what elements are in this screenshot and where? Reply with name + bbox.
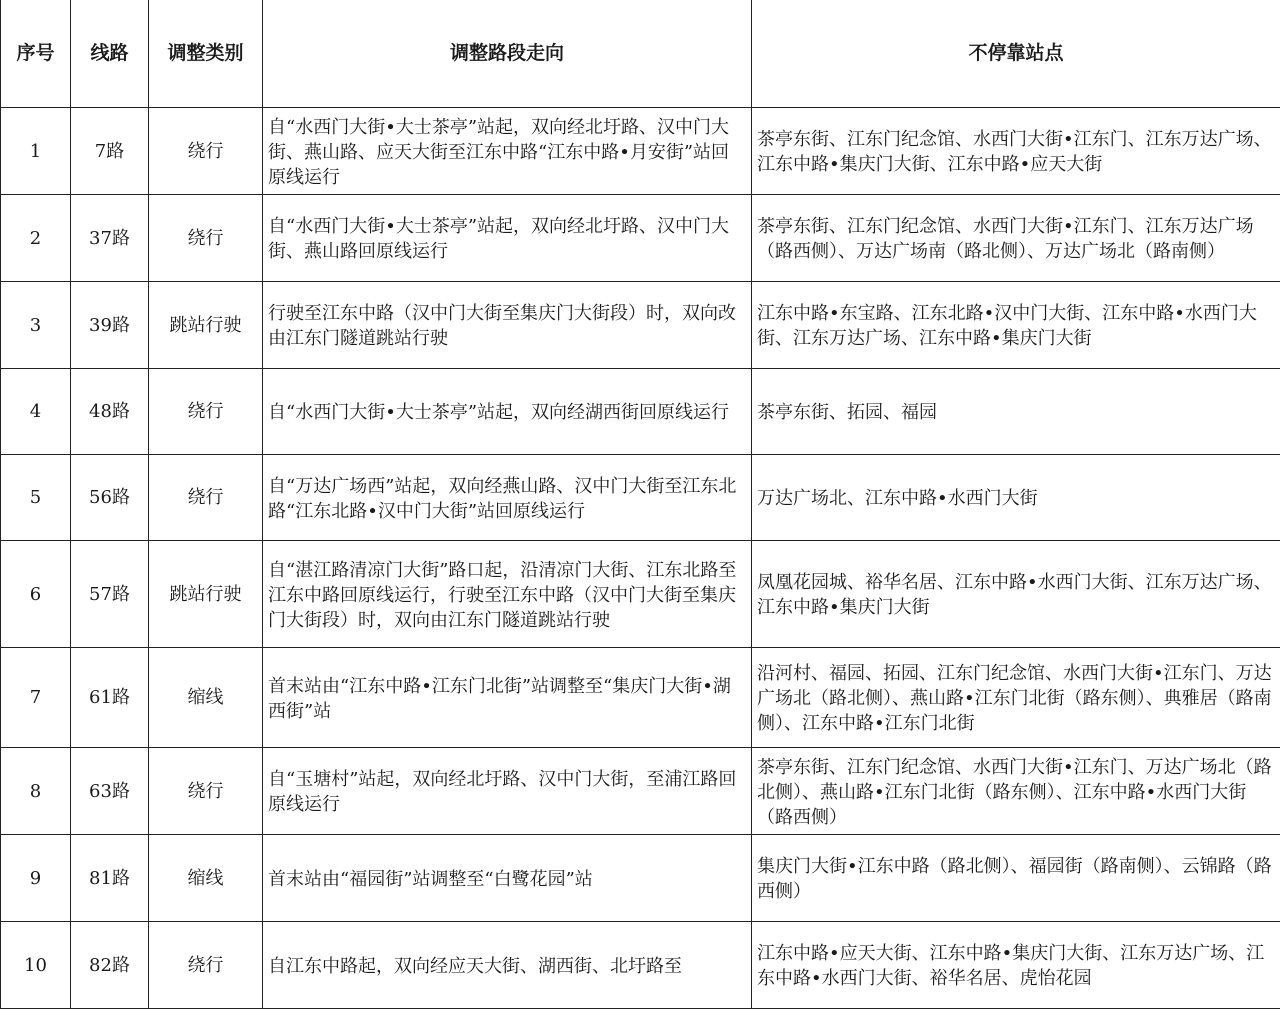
cell-line: 56路 [71,455,149,541]
cell-stops: 江东中路•应天大街、江东中路•集庆门大街、江东万达广场、江东中路•水西门大街、裕华名居、虎怡花园 [752,922,1280,1009]
header-type: 调整类别 [149,0,263,108]
cell-type: 缩线 [149,835,263,922]
cell-line: 82路 [71,922,149,1009]
cell-route: 自“水西门大街•大士茶亭”站起，双向经北圩路、汉中门大街、燕山路、应天大街至江东中路“江东中路•月安街”站回原线运行 [263,108,752,195]
cell-route: 自“万达广场西”站起，双向经燕山路、汉中门大街至江东北路“江东北路•汉中门大街”站回原线运行 [263,455,752,541]
table-row [1,195,1280,282]
cell-line: 39路 [71,282,149,369]
cell-type: 绕行 [149,108,263,195]
cell-line: 63路 [71,748,149,835]
cell-route: 首末站由“江东中路•江东门北街”站调整至“集庆门大街•湖西街”站 [263,648,752,748]
table-row [1,748,1280,835]
cell-no: 5 [1,455,71,541]
cell-line: 57路 [71,541,149,648]
cell-stops: 江东中路•东宝路、江东北路•汉中门大街、江东中路•水西门大街、江东万达广场、江东中路•集庆门大街 [752,282,1280,369]
cell-type: 绕行 [149,369,263,455]
cell-line: 48路 [71,369,149,455]
cell-stops: 茶亭东街、江东门纪念馆、水西门大街•江东门、江东万达广场（路西侧）、万达广场南（路北侧）、万达广场北（路南侧） [752,195,1280,282]
table-row [1,369,1280,455]
cell-stops: 凤凰花园城、裕华名居、江东中路•水西门大街、江东万达广场、江东中路•集庆门大街 [752,541,1280,648]
cell-no: 6 [1,541,71,648]
cell-stops: 万达广场北、江东中路•水西门大街 [752,455,1280,541]
cell-no: 2 [1,195,71,282]
cell-no: 10 [1,922,71,1009]
cell-route: 首末站由“福园街”站调整至“白鹭花园”站 [263,835,752,922]
table-row [1,282,1280,369]
cell-type: 绕行 [149,195,263,282]
cell-type: 跳站行驶 [149,282,263,369]
cell-line: 7路 [71,108,149,195]
header-route: 调整路段走向 [263,0,752,108]
table-row [1,922,1280,1009]
cell-no: 3 [1,282,71,369]
cell-no: 7 [1,648,71,748]
table-row [1,108,1280,195]
header-stops: 不停靠站点 [752,0,1280,108]
cell-type: 缩线 [149,648,263,748]
cell-stops: 茶亭东街、江东门纪念馆、水西门大街•江东门、万达广场北（路北侧）、燕山路•江东门北街（路东侧）、江东中路•水西门大街（路西侧） [752,748,1280,835]
table-row [1,648,1280,748]
cell-line: 61路 [71,648,149,748]
table-row [1,455,1280,541]
cell-route: 自“玉塘村”站起，双向经北圩路、汉中门大街，至浦江路回原线运行 [263,748,752,835]
cell-stops: 沿河村、福园、拓园、江东门纪念馆、水西门大街•江东门、万达广场北（路北侧）、燕山路•江东门北街（路东侧）、典雅居（路南侧）、江东中路•江东门北街 [752,648,1280,748]
cell-line: 37路 [71,195,149,282]
cell-route: 自“湛江路清凉门大街”路口起，沿清凉门大街、江东北路至江东中路回原线运行，行驶至江东中路（汉中门大街至集庆门大街段）时，双向由江东门隧道跳站行驶 [263,541,752,648]
cell-no: 4 [1,369,71,455]
cell-route: 自江东中路起，双向经应天大街、湖西街、北圩路至 [263,922,752,1009]
table-row [1,541,1280,648]
cell-no: 1 [1,108,71,195]
cell-route: 自“水西门大街•大士茶亭”站起，双向经湖西街回原线运行 [263,369,752,455]
cell-type: 绕行 [149,455,263,541]
cell-route: 行驶至江东中路（汉中门大街至集庆门大街段）时，双向改由江东门隧道跳站行驶 [263,282,752,369]
cell-stops: 集庆门大街•江东中路（路北侧）、福园街（路南侧）、云锦路（路西侧） [752,835,1280,922]
cell-no: 8 [1,748,71,835]
header-row [1,0,1280,108]
table-row [1,835,1280,922]
cell-route: 自“水西门大街•大士茶亭”站起，双向经北圩路、汉中门大街、燕山路回原线运行 [263,195,752,282]
cell-type: 绕行 [149,748,263,835]
header-no: 序号 [1,0,71,108]
header-line: 线路 [71,0,149,108]
cell-no: 9 [1,835,71,922]
cell-stops: 茶亭东街、江东门纪念馆、水西门大街•江东门、江东万达广场、江东中路•集庆门大街、江东中路•应天大街 [752,108,1280,195]
cell-type: 绕行 [149,922,263,1009]
cell-type: 跳站行驶 [149,541,263,648]
cell-stops: 茶亭东街、拓园、福园 [752,369,1280,455]
cell-line: 81路 [71,835,149,922]
